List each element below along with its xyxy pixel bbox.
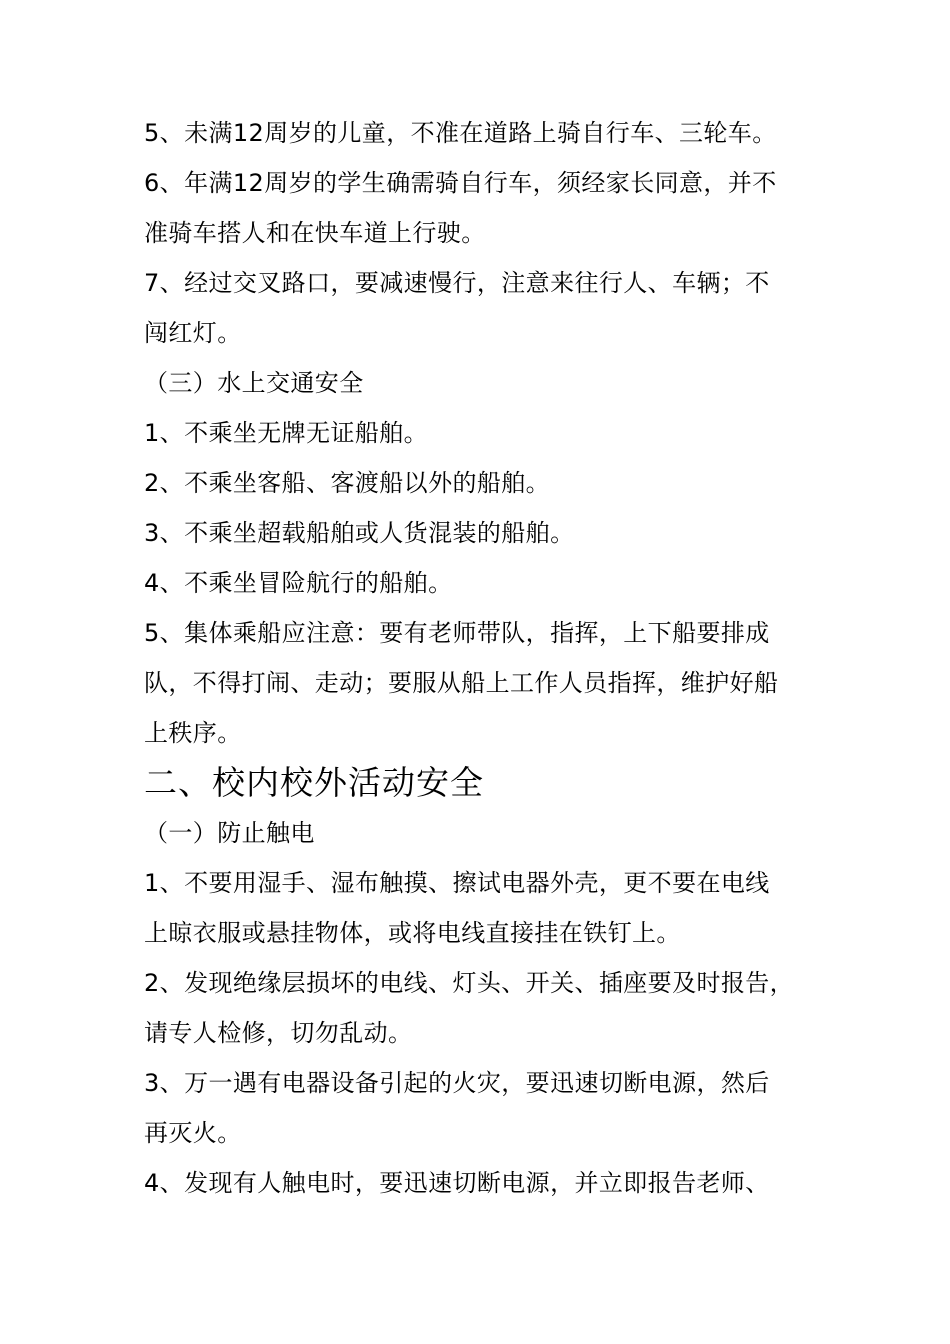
document-body: [144, 108, 824, 1208]
subsection-heading: （一）防止触电: [144, 819, 315, 847]
paragraph-line: 请专人检修，切勿乱动。: [144, 1019, 413, 1047]
paragraph-line: 上秩序。: [144, 719, 242, 747]
paragraph-line: 6、年满12周岁的学生确需骑自行车，须经家长同意，并不: [144, 169, 777, 197]
section-heading: 二、校内校外活动安全: [144, 763, 484, 802]
paragraph-line: 7、经过交叉路口，要减速慢行，注意来往行人、车辆；不: [144, 269, 770, 297]
subsection-heading: （三）水上交通安全: [144, 369, 364, 397]
paragraph-line: 队，不得打闹、走动；要服从船上工作人员指挥，维护好船: [144, 669, 779, 697]
paragraph-line: 准骑车搭人和在快车道上行驶。: [144, 219, 486, 247]
paragraph-line: 4、发现有人触电时，要迅速切断电源，并立即报告老师、: [144, 1169, 770, 1197]
paragraph-line: 1、不乘坐无牌无证船舶。: [144, 419, 429, 447]
paragraph-line: 闯红灯。: [144, 319, 242, 347]
paragraph-line: 2、不乘坐客船、客渡船以外的船舶。: [144, 469, 551, 497]
paragraph-line: 5、未满12周岁的儿童，不准在道路上骑自行车、三轮车。: [144, 119, 777, 147]
paragraph-line: 1、不要用湿手、湿布触摸、擦试电器外壳，更不要在电线: [144, 869, 770, 897]
paragraph-line: 上晾衣服或悬挂物体，或将电线直接挂在铁钉上。: [144, 919, 681, 947]
paragraph-line: 4、不乘坐冒险航行的船舶。: [144, 569, 453, 597]
paragraph-line: 5、集体乘船应注意：要有老师带队，指挥，上下船要排成: [144, 619, 770, 647]
paragraph-line: 2、发现绝缘层损坏的电线、灯头、开关、插座要及时报告，: [144, 969, 795, 997]
paragraph-line: 再灭火。: [144, 1119, 242, 1147]
paragraph-line: 3、万一遇有电器设备引起的火灾，要迅速切断电源，然后: [144, 1069, 770, 1097]
paragraph-line: 3、不乘坐超载船舶或人货混装的船舶。: [144, 519, 575, 547]
